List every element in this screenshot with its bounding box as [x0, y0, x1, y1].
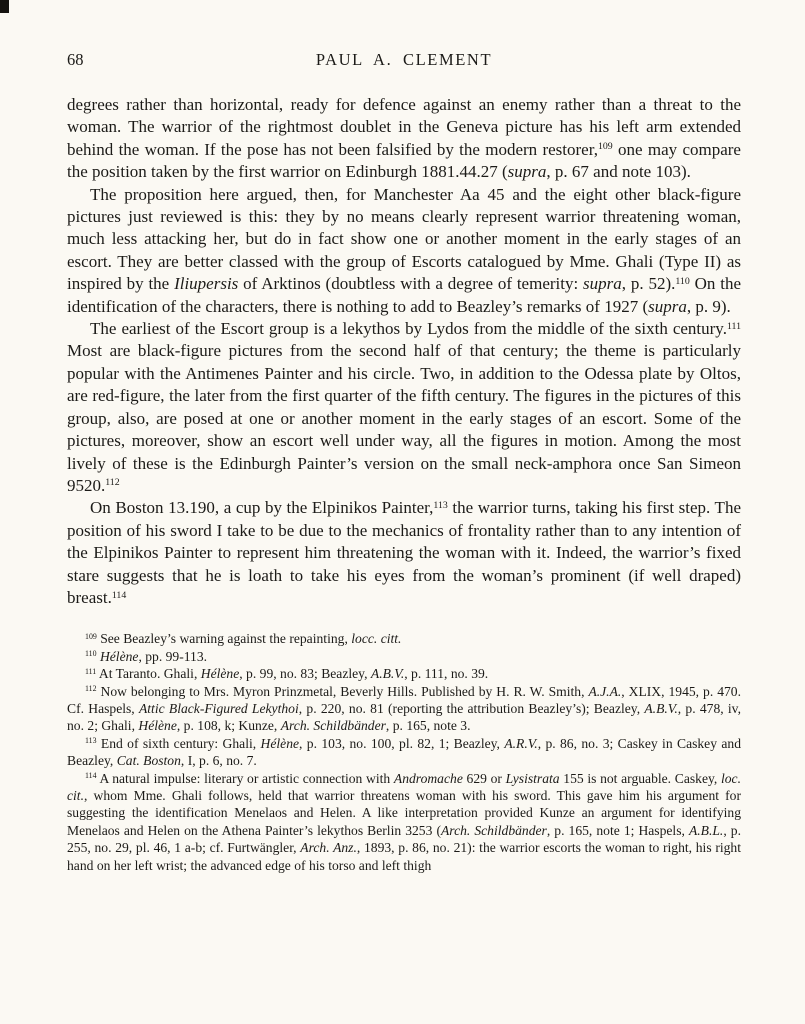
- footnote-ref: 109: [85, 632, 97, 642]
- footnote-ref: 110: [675, 275, 690, 287]
- text-run: of Arktinos (doubtless with a degree of temerity:: [238, 274, 584, 294]
- footnote: [67, 665, 741, 682]
- footnote-ref: 113: [85, 736, 97, 746]
- text-run: The proposition here argued, then, for Manchester Aa 45 and the eight other black-figure pictures just reviewed is this: they by no means clearly represent warrior threatening woman, much less attacking her, but do in fact show one or another moment in the early stages of an escort. They are better classed with the group of Escorts catalogued by Mme. Ghali (Type II) as inspired by the: [67, 184, 741, 294]
- italic-run: Hélène: [138, 718, 177, 734]
- body-paragraph: [67, 497, 741, 609]
- italic-run: A.B.L.: [688, 822, 724, 838]
- italic-run: A.B.V.: [644, 700, 678, 716]
- footnote-ref: 113: [433, 499, 448, 511]
- text-run: , p. 103, no. 100, pl. 82, 1; Beazley,: [299, 735, 505, 751]
- italic-run: Hélène: [200, 666, 240, 682]
- text-run: the warrior turns, taking his first step. The position of his sword I take to be due to the mechanics of frontality rather than to any intention of the Elpinikos Painter to represent him threatening the woman with it. Indeed, the warrior’s fixed stare suggests that he is loath to take his eyes from the woman’s prominent (if well draped) breast.: [67, 498, 741, 607]
- text-run: one may compare the position taken by the first warrior on Edinburgh 1881.44.27 (: [67, 139, 741, 182]
- italic-run: Iliupersis: [174, 274, 239, 294]
- italic-run: A.B.V.: [370, 666, 405, 682]
- text-run: On Boston 13.190, a cup by the Elpinikos Painter,: [90, 498, 434, 518]
- footnote-ref: 111: [726, 320, 741, 332]
- italic-run: A.J.A.: [588, 683, 622, 699]
- text-run: , p. 111, no. 39.: [404, 666, 489, 682]
- text-run: 629 or: [462, 770, 506, 786]
- footnote-ref: 114: [111, 589, 127, 601]
- italic-run: supra: [583, 274, 622, 294]
- body-paragraph: [67, 184, 741, 318]
- italic-run: Hélène: [99, 648, 139, 664]
- running-head: PAUL A. CLEMENT: [315, 50, 493, 69]
- text-run: End of sixth century: Ghali,: [96, 735, 261, 751]
- footnote-ref: 112: [105, 477, 120, 489]
- footnote: [67, 770, 741, 874]
- text-run: Most are black-figure pictures from the second half of that century; the theme is particularly popular with the Antimenes Painter and his circle. Two, in addition to the Odessa plate by Oltos, are red-figure, the later from the first quarter of the fifth century. The figures in the pictures of this group, also, are posed at one or another moment in the early stages of an escort. Some of the pictures, moreover, show an escort well under way, all the figures in motion. Among the most lively of these is the Edinburgh Painter’s version on the small neck-amphora once San Simeon 9520.: [67, 341, 741, 495]
- italic-run: Arch. Schildbänder: [440, 822, 547, 838]
- page-number: 68: [67, 50, 84, 69]
- scan-artifact: [0, 0, 9, 13]
- italic-run: loc. cit.: [67, 770, 741, 803]
- text-run: , p. 67 and note 103).: [546, 162, 691, 182]
- italic-run: locc. citt.: [351, 631, 402, 647]
- text-run: See Beazley’s warning against the repainting,: [96, 631, 352, 647]
- footnote: [67, 683, 741, 735]
- italic-run: Arch. Schildbänder: [280, 718, 386, 734]
- footnote: [67, 630, 741, 647]
- footnote: [67, 648, 741, 665]
- text-run: , p. 478, iv, no. 2; Ghali,: [67, 700, 741, 734]
- italic-run: Cat. Boston: [116, 753, 181, 769]
- text-run: 155 is not arguable. Caskey,: [559, 770, 721, 786]
- text-run: , p. 220, no. 81 (reporting the attribution Beazley’s); Beazley,: [298, 700, 645, 716]
- text-run: At Taranto. Ghali,: [96, 666, 201, 682]
- italic-run: Lysistrata: [505, 770, 560, 786]
- text-run: , p. 99, no. 83; Beazley,: [239, 666, 371, 682]
- footnote-ref: 114: [85, 771, 97, 781]
- text-run: On the identification of the characters, there is nothing to add to Beazley’s remarks of 1927 (: [67, 274, 742, 316]
- italic-run: supra: [507, 162, 547, 182]
- italic-run: Hélène: [260, 735, 300, 751]
- text-run: A natural impulse: literary or artistic connection with: [96, 770, 394, 786]
- text-run: , 1893, p. 86, no. 21): the warrior escorts the woman to right, his right hand on her left wrist; the advanced edge of his torso and left thigh: [67, 840, 742, 873]
- italic-run: supra: [648, 296, 687, 316]
- text-run: , p. 255, no. 29, pl. 46, 1 a-b; cf. Furtwängler,: [67, 822, 741, 856]
- text-run: , p. 9).: [686, 296, 731, 316]
- text-run: , pp. 99-113.: [138, 648, 208, 664]
- italic-run: Andromache: [393, 770, 463, 786]
- italic-run: Attic Black-Figured Lekythoi: [138, 700, 299, 716]
- text-run: The earliest of the Escort group is a lekythos by Lydos from the middle of the sixth century.: [90, 319, 727, 339]
- body-paragraph: [67, 94, 741, 184]
- text-run: degrees rather than horizontal, ready for defence against an enemy rather than a threat to the woman. The warrior of the rightmost doublet in the Geneva picture has his left arm extended behind the woman. If the pose has not been falsified by the modern restorer,: [67, 95, 741, 159]
- footnote-ref: 111: [85, 666, 97, 676]
- text-run: , p. 108, k; Kunze,: [176, 718, 281, 734]
- body-paragraph: [67, 318, 741, 497]
- footnotes: [67, 630, 741, 874]
- text-run: , p. 165, note 3.: [385, 718, 471, 734]
- footnote-ref: 109: [597, 141, 613, 153]
- text-run: , p. 52).: [621, 274, 676, 294]
- footnote-ref: 110: [85, 649, 97, 659]
- text-run: Now belonging to Mrs. Myron Prinzmetal, Beverly Hills. Published by H. R. W. Smith,: [96, 683, 589, 699]
- italic-run: Arch. Anz.: [300, 840, 357, 856]
- text-run: , I, p. 6, no. 7.: [180, 753, 257, 769]
- text-run: , whom Mme. Ghali follows, held that warrior threatens woman with his sword. This gave him his argument for suggesting the identification Menelaos and Helen. A like interpretation provided Kunze an argument for identifying Menelaos and Helen on the Athena Painter’s lekythos Berlin 3253 (: [67, 788, 741, 838]
- footnote-ref: 112: [85, 684, 97, 694]
- text-run: , XLIX, 1945, p. 470. Cf. Haspels,: [67, 683, 741, 716]
- page-header: [67, 50, 741, 69]
- footnote: [67, 735, 741, 770]
- article-body: [67, 94, 741, 609]
- italic-run: A.R.V.: [504, 735, 538, 751]
- text-run: , p. 165, note 1; Haspels,: [546, 822, 689, 838]
- text-run: , p. 86, no. 3; Caskey in Caskey and Beazley,: [67, 735, 742, 769]
